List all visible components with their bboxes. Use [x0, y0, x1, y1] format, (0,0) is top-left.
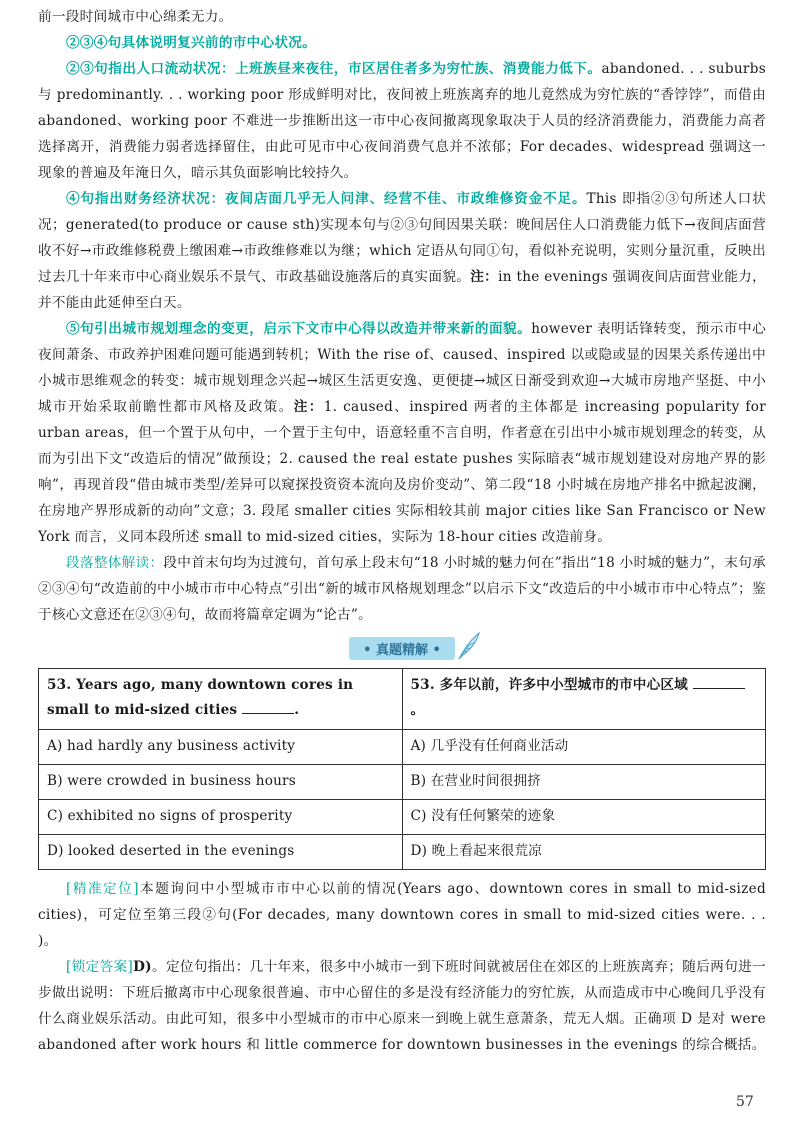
option-a-zh: A) 几乎没有任何商业活动 — [402, 730, 766, 765]
section-badge-label: • 真题精解 • — [363, 642, 441, 658]
analysis-4-note: in the evenings 强调夜间店面营业能力，并不能由此延伸至白天。 — [38, 269, 766, 311]
question-zh — [402, 669, 766, 730]
analysis-5-note-label: 注： — [293, 399, 324, 415]
option-c-zh: C) 没有任何繁荣的迹象 — [402, 800, 766, 835]
question-en-end: . — [294, 702, 300, 718]
answer-label: [锁定答案] — [66, 959, 134, 975]
analysis-23-head: ②③句指出人口流动状况：上班族昼来夜往，市区居住者多为穷忙族、消费能力低下。 — [66, 61, 602, 77]
analysis-4-note-label: 注： — [470, 269, 499, 285]
answer-text: 。定位句指出：几十年来，很多中小城市一到下班时间就被居住在郊区的上班族离弃；随后两句进一步做出说明：下班后撤离市中心现象很普遍、市中心留住的多是没有经济能力的穷忙族，从而造成市中心晚间几乎没有什么商业娱乐活动。由此可知，很多中小型城市的市中心原来一到晚上就生意萧条，荒无人烟。正确项 D 是对 were abandoned after work hours 和 little commerce for downtown businesses in the evenings 的综合概括。 — [38, 959, 766, 1053]
option-d-zh: D) 晚上看起来很荒凉 — [402, 835, 766, 870]
page-number: 57 — [736, 1094, 754, 1110]
section-badge — [349, 637, 455, 660]
analysis-23 — [38, 56, 766, 186]
option-d-en: D) looked deserted in the evenings — [39, 835, 403, 870]
table-row — [39, 669, 766, 730]
analysis-234 — [38, 30, 766, 56]
analysis-5-note: 1. caused、inspired 两者的主体都是 increasing popularity for urban areas，但一个置于从句中，一个置于主句中，语意轻重不言自明，作者意在引出中小城市规划理念的转变，从而为引出下文“改造后的情况”做预设；2. caused the real estate pushes 实际暗表“城市规划建设对房地产界的影响”，再现首段“借由城市类型/差异可以窥探投资资本流向及房价变动”、第二段“18 小时城在房地产排名中掀起波澜，在房地产界形成新的动向”文意；3. 段尾 smaller cities 实际相较其前 major cities like San Francisco or New York 而言，义同本段所述 small to mid-sized cities，实际为 18-hour cities 改造前身。 — [38, 399, 766, 545]
question-zh-text: 53. 多年以前，许多中小型城市的市中心区域 — [410, 677, 688, 693]
analysis-4-body: This 即指②③句所述人口状况；generated(to produce or cause sth)实现本句与②③句间因果关联：晚间居住人口消费能力低下→夜间店面营收不好→市政维修税费上缴困难→市政维修难以为继；which 定语从句同①句，看似补充说明，实则分量沉重，反映出过去几十年来市中心商业娱乐不景气、市政基础设施落后的真实面貌。 — [38, 191, 767, 285]
option-a-en: A) had hardly any business activity — [39, 730, 403, 765]
analysis-234-head: ②③④句具体说明复兴前的市中心状况。 — [66, 35, 317, 51]
option-b-en: B) were crowded in business hours — [39, 765, 403, 800]
option-c-en: C) exhibited no signs of prosperity — [39, 800, 403, 835]
locate-label: [精准定位] — [66, 881, 139, 897]
intro-line: 前一段时间城市中心绵柔无力。 — [38, 9, 233, 25]
analysis-5 — [38, 316, 766, 550]
answer-blank-zh — [693, 674, 745, 689]
table-row — [39, 800, 766, 835]
analysis-4-head: ④句指出财务经济状况：夜间店面几乎无人问津、经营不佳、市政维修资金不足。 — [66, 191, 587, 207]
overall-reading — [38, 550, 766, 628]
content — [38, 4, 766, 1058]
table-row — [39, 765, 766, 800]
precise-location — [38, 876, 766, 954]
table-row — [39, 835, 766, 870]
analysis-23-body: abandoned. . . suburbs 与 predominantly. . . working poor 形成鲜明对比，夜间被上班族离弃的地儿竟然成为穷忙族的“香饽饽”，而借由 abandoned、working poor 不难进一步推断出这一市中心夜间撤离现象取决于人员的经济消费能力，消费能力高者选择离开，消费能力弱者选择留住，由此可见市中心夜间消费气息并不浓郁；For decades、widespread 强调这一现象的普遍及年淹日久，暗示其负面影响比较持久。 — [38, 61, 766, 181]
question-zh-end: 。 — [410, 702, 425, 718]
question-en-text: 53. Years ago, many downtown cores in small to mid-sized cities — [47, 677, 354, 718]
analysis-5-head: ⑤句引出城市规划理念的变更，启示下文市中心得以改造并带来新的面貌。 — [66, 321, 532, 337]
overall-label: 段落整体解读： — [66, 555, 164, 571]
analysis-4 — [38, 186, 766, 316]
section-header — [38, 630, 766, 666]
locate-text: 本题询问中小型城市市中心以前的情况(Years ago、downtown cores in small to mid-sized cities)，可定位至第三段②句(For decades, many downtown cores in small to mid-sized cities were. . . )。 — [38, 881, 766, 949]
table-row — [39, 730, 766, 765]
quill-pen-icon — [455, 631, 481, 661]
answer-letter: D) — [133, 959, 152, 975]
question-table — [38, 668, 766, 870]
option-b-zh: B) 在营业时间很拥挤 — [402, 765, 766, 800]
analysis-5-body: however 表明话锋转变，预示市中心夜间萧条、市政养护困难问题可能遇到转机；With the rise of、caused、inspired 以或隐或显的因果关系传递出中小城市思维观念的转变：城市规划理念兴起→城区生活更安逸、更便捷→城区日渐受到欢迎→大城市房地产坚挺、中小城市开始采取前瞻性都市风格及政策。 — [38, 321, 766, 415]
answer-blank — [242, 699, 294, 714]
question-en — [39, 669, 403, 730]
lock-answer — [38, 954, 766, 1058]
overall-text: 段中首末句均为过渡句，首句承上段末句“18 小时城的魅力何在”指出“18 小时城的魅力”，末句承②③④句“改造前的中小城市市中心特点”引出“新的城市风格规划理念”以启示下文“改造后的中小城市市中心特点”；鉴于核心文意还在②③④句，故而将篇章定调为“论古”。 — [38, 555, 766, 623]
